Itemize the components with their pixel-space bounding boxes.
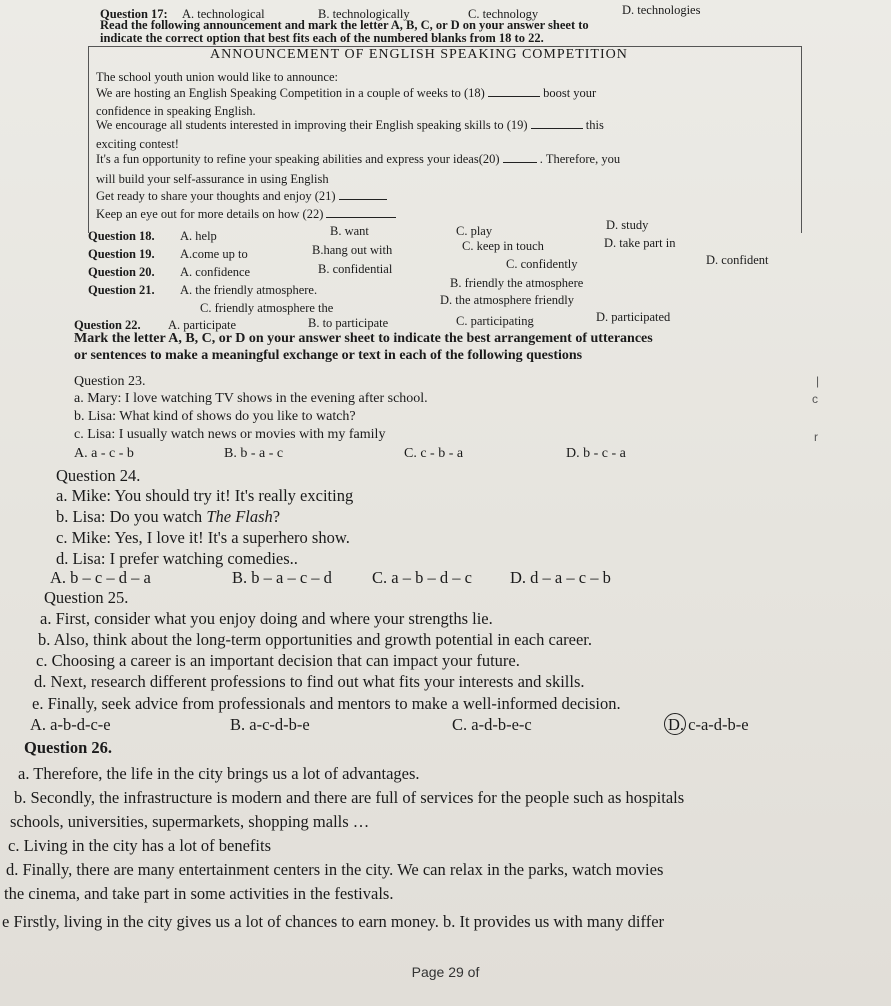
blank-18 bbox=[488, 86, 540, 97]
q24-line-b bbox=[56, 507, 280, 527]
q18-option-b: B. want bbox=[330, 224, 369, 238]
q18-option-d: D. study bbox=[606, 218, 649, 232]
q19-option-b: B.hang out with bbox=[312, 243, 393, 257]
q23-option-d: D. b - c - a bbox=[566, 446, 626, 461]
q23-line-a: a. Mary: I love watching TV shows in the evening after school. bbox=[74, 391, 428, 406]
q21-option-a: A. the friendly atmosphere. bbox=[180, 283, 318, 297]
q25-line-e: e. Finally, seek advice from professionals and mentors to make a well-informed decision. bbox=[32, 694, 621, 713]
q24-option-b: B. b – a – c – d bbox=[232, 568, 332, 587]
answer-circle-mark bbox=[664, 713, 686, 735]
announcement-line-9 bbox=[96, 207, 396, 222]
announcement-line-5: exciting contest! bbox=[96, 137, 179, 151]
q25-option-a: A. a-b-d-c-e bbox=[30, 715, 111, 734]
instructions-2-line1: Mark the letter A, B, C, or D on your answer sheet to indicate the best arrangement of utterances bbox=[74, 331, 653, 346]
q24-option-c: C. a – b – d – c bbox=[372, 568, 472, 587]
q22-option-a: A. participate bbox=[168, 318, 237, 332]
announcement-line-6-text: It's a fun opportunity to refine your speaking abilities and express your ideas(20) bbox=[96, 152, 500, 166]
q20-option-a: A. confidence bbox=[180, 265, 251, 279]
q24-line-c: c. Mike: Yes, I love it! It's a superhero show. bbox=[56, 528, 350, 547]
q22-label: Question 22. bbox=[74, 318, 141, 332]
q18-label: Question 18. bbox=[88, 229, 155, 243]
q26-line-b1: b. Secondly, the infrastructure is modern and there are full of services for the people such as hospitals bbox=[14, 788, 685, 807]
announcement-line-4 bbox=[96, 118, 604, 133]
q24-label: Question 24. bbox=[56, 466, 141, 485]
margin-mark-1: | bbox=[816, 374, 820, 388]
q17-label: Question 17: bbox=[100, 7, 168, 21]
announcement-title: ANNOUNCEMENT OF ENGLISH SPEAKING COMPETITION bbox=[210, 47, 628, 62]
q20-option-b: B. confidential bbox=[318, 262, 393, 276]
announcement-line-4-end: this bbox=[585, 118, 604, 132]
q25-line-c: c. Choosing a career is an important decision that can impact your future. bbox=[36, 651, 520, 670]
q24-line-a: a. Mike: You should try it! It's really exciting bbox=[56, 486, 354, 505]
q24-line-b-title: The Flash bbox=[206, 507, 273, 526]
q24-line-b-text: b. Lisa: Do you watch bbox=[56, 507, 207, 526]
q21-label: Question 21. bbox=[88, 283, 155, 297]
announcement-line-1: The school youth union would like to announce: bbox=[96, 70, 338, 84]
q18-option-a: A. help bbox=[180, 229, 217, 243]
announcement-line-3: confidence in speaking English. bbox=[96, 104, 256, 118]
q25-option-c: C. a-d-b-e-c bbox=[452, 715, 532, 734]
q26-label: Question 26. bbox=[24, 738, 113, 757]
blank-19 bbox=[531, 118, 583, 129]
announcement-line-4-text: We encourage all students interested in improving their English speaking skills to (19) bbox=[96, 118, 528, 132]
announcement-line-8-text: Get ready to share your thoughts and enjoy (21) bbox=[96, 189, 336, 203]
instructions-1-line1: Read the following announcement and mark the letter A, B, C, or D on your answer sheet to bbox=[100, 18, 589, 32]
announcement-line-6-end: . Therefore, you bbox=[539, 152, 621, 166]
q23-line-c: c. Lisa: I usually watch news or movies with my family bbox=[74, 427, 386, 442]
q25-label: Question 25. bbox=[44, 588, 129, 607]
q26-line-d1: d. Finally, there are many entertainment centers in the city. We can relax in the parks, watch movies bbox=[6, 860, 664, 879]
q20-label: Question 20. bbox=[88, 265, 155, 279]
announcement-line-8 bbox=[96, 189, 387, 204]
q22-option-d: D. participated bbox=[596, 310, 671, 324]
q21-option-c: C. friendly atmosphere the bbox=[200, 301, 334, 315]
q25-line-a: a. First, consider what you enjoy doing and where your strengths lie. bbox=[40, 609, 493, 628]
blank-20 bbox=[503, 152, 537, 163]
blank-21 bbox=[339, 189, 387, 200]
q26-line-c: c. Living in the city has a lot of benefits bbox=[8, 836, 272, 855]
q23-line-b: b. Lisa: What kind of shows do you like to watch? bbox=[74, 409, 356, 424]
announcement-line-7: will build your self-assurance in using English bbox=[96, 172, 329, 186]
q24-option-d: D. d – a – c – b bbox=[510, 568, 611, 587]
q18-option-c: C. play bbox=[456, 224, 493, 238]
q25-option-d: D. c-a-d-b-e bbox=[668, 715, 749, 734]
q24-line-b-end: ? bbox=[272, 507, 281, 526]
q26-line-a: a. Therefore, the life in the city brings us a lot of advantages. bbox=[18, 764, 420, 783]
q26-line-e: e Firstly, living in the city gives us a lot of chances to earn money. b. It provides us with many differ bbox=[2, 912, 665, 931]
q17-option-d: D. technologies bbox=[622, 3, 701, 17]
q20-option-c: C. confidently bbox=[506, 257, 578, 271]
announcement-line-6 bbox=[96, 152, 620, 167]
q25-option-b: B. a-c-d-b-e bbox=[230, 715, 310, 734]
q25-line-b: b. Also, think about the long-term opportunities and growth potential in each career. bbox=[38, 630, 592, 649]
q19-option-d: D. take part in bbox=[604, 236, 676, 250]
q17-option-a: A. technological bbox=[182, 7, 265, 21]
q20-option-d: D. confident bbox=[706, 253, 769, 267]
q23-option-a: A. a - c - b bbox=[74, 446, 134, 461]
q26-line-b2: schools, universities, supermarkets, shopping malls … bbox=[10, 812, 370, 831]
blank-22 bbox=[326, 207, 396, 218]
q21-option-b: B. friendly the atmosphere bbox=[450, 276, 584, 290]
q23-label: Question 23. bbox=[74, 374, 146, 389]
q24-option-a: A. b – c – d – a bbox=[50, 568, 151, 587]
q17-option-b: B. technologically bbox=[318, 7, 410, 21]
margin-mark-3: r bbox=[814, 430, 818, 444]
q19-option-c: C. keep in touch bbox=[462, 239, 544, 253]
q22-option-c: C. participating bbox=[456, 314, 534, 328]
page-number: Page 29 of bbox=[411, 964, 480, 980]
q19-option-a: A.come up to bbox=[180, 247, 248, 261]
announcement-line-2 bbox=[96, 86, 596, 101]
q25-line-d: d. Next, research different professions to find out what fits your interests and skills. bbox=[34, 672, 585, 691]
q21-option-d: D. the atmosphere friendly bbox=[440, 293, 574, 307]
q26-line-d2: the cinema, and take part in some activities in the festivals. bbox=[4, 884, 394, 903]
announcement-line-2-text: We are hosting an English Speaking Competition in a couple of weeks to (18) bbox=[96, 86, 485, 100]
q23-option-c: C. c - b - a bbox=[404, 446, 464, 461]
margin-mark-2: c bbox=[812, 392, 818, 406]
announcement-line-9-text: Keep an eye out for more details on how (22) bbox=[96, 207, 324, 221]
announcement-line-2-end: boost your bbox=[543, 86, 597, 100]
instructions-1-line2: indicate the correct option that best fits each of the numbered blanks from 18 to 22. bbox=[100, 31, 544, 45]
q17-option-c: C. technology bbox=[468, 7, 539, 21]
q19-label: Question 19. bbox=[88, 247, 155, 261]
q22-option-b: B. to participate bbox=[308, 316, 389, 330]
q23-option-b: B. b - a - c bbox=[224, 446, 284, 461]
q24-line-d: d. Lisa: I prefer watching comedies.. bbox=[56, 549, 298, 568]
instructions-2-line2: or sentences to make a meaningful exchange or text in each of the following questions bbox=[74, 348, 583, 363]
